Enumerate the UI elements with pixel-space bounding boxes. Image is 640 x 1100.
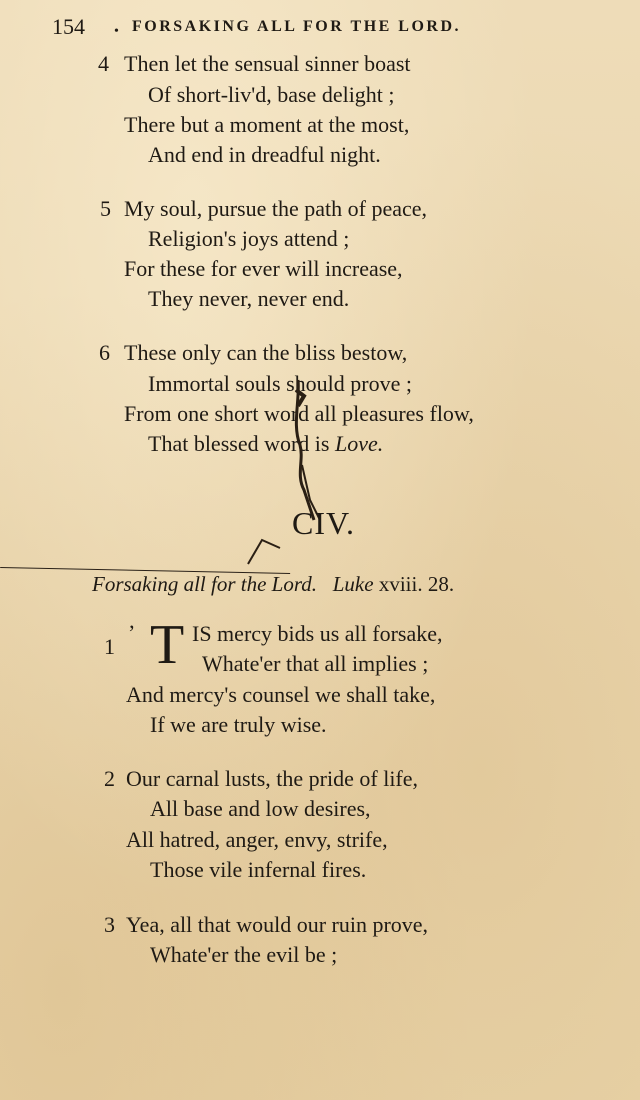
stanza-number: 6 (99, 340, 110, 365)
verse-line: All base and low desires, (150, 796, 371, 821)
verse-line: Of short-liv'd, base delight ; (148, 82, 395, 107)
page-header (52, 14, 532, 40)
verse-line: And end in dreadful night. (148, 142, 381, 167)
verse-line: Religion's joys attend ; (148, 226, 350, 251)
verse-line: There but a moment at the most, (124, 112, 410, 137)
verse-line: For these for ever will increase, (124, 256, 403, 281)
italic-word: Love. (334, 431, 384, 456)
verse-line: They never, never end. (148, 286, 350, 311)
stanza-number: 1 (104, 634, 115, 659)
scripture-book: Luke (332, 572, 374, 596)
verse-line: Immortal souls should prove ; (148, 371, 412, 396)
stanza-number: 4 (98, 51, 109, 76)
apostrophe-mark: ’ (128, 620, 136, 645)
verse-line: Whate'er that all implies ; (202, 651, 429, 676)
drop-cap: T (150, 614, 185, 676)
verse-line: Then let the sensual sinner boast (124, 51, 411, 76)
stanza-number: 2 (104, 766, 115, 791)
verse-line: IS mercy bids us all forsake, (192, 621, 443, 646)
verse-line: From one short word all pleasures flow, (124, 401, 474, 426)
verse-line: That blessed word is Love. (148, 431, 384, 456)
verse-line: These only can the bliss bestow, (124, 340, 408, 365)
verse-line: And mercy's counsel we shall take, (126, 682, 436, 707)
verse-line: All hatred, anger, envy, strife, (126, 827, 388, 852)
scripture-reference: xviii. 28. (378, 572, 455, 596)
stanza-number: 5 (100, 196, 111, 221)
stanza-number: 3 (104, 912, 115, 937)
hymn-number: CIV. (292, 505, 355, 541)
verse-line: Whate'er the evil be ; (150, 942, 338, 967)
header-ornament: • (114, 24, 119, 39)
verse-line: Our carnal lusts, the pride of life, (126, 766, 419, 791)
ink-caret (240, 530, 300, 570)
hymn-title-text: Forsaking all for the Lord. (92, 572, 317, 596)
verse-line: Those vile infernal fires. (150, 857, 367, 882)
verse-line: My soul, pursue the path of peace, (124, 196, 428, 221)
verse-line: Yea, all that would our ruin prove, (126, 912, 429, 937)
page-number: 154 (52, 14, 85, 39)
hymn-title (92, 572, 454, 597)
verse-line: If we are truly wise. (150, 712, 327, 737)
running-head: FORSAKING ALL FOR THE LORD. (132, 18, 462, 35)
